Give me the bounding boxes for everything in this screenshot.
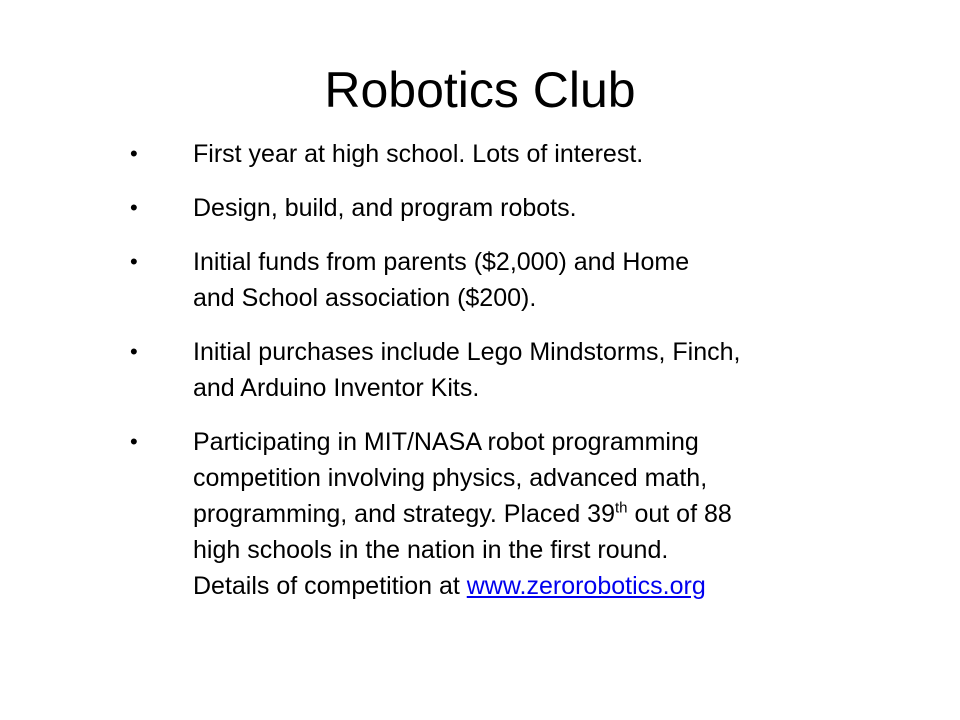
- bullet-item: [130, 334, 850, 406]
- bullet-text: First year at high school. Lots of interest.: [193, 140, 644, 168]
- bullet-icon: •: [130, 195, 138, 220]
- bullet-text-details: [193, 568, 850, 604]
- slide-title: Robotics Club: [324, 62, 636, 118]
- bullet-text-ranking: [193, 496, 850, 532]
- ordinal-suffix: th: [615, 499, 628, 517]
- bullet-text: Design, build, and program robots.: [193, 194, 577, 222]
- bullet-item: [130, 190, 850, 226]
- bullet-text: competition involving physics, advanced math,: [193, 464, 708, 492]
- bullet-item: [130, 244, 850, 316]
- bullet-text: Initial funds from parents ($2,000) and Home: [193, 248, 690, 276]
- bullet-item: [130, 136, 850, 172]
- bullet-icon: •: [130, 249, 138, 274]
- bullet-icon: •: [130, 429, 138, 454]
- bullet-icon: •: [130, 339, 138, 364]
- bullet-item-competition: [130, 424, 850, 604]
- bullet-text: high schools in the nation in the first round.: [193, 536, 669, 564]
- details-prefix: Details of competition at: [193, 572, 467, 600]
- bullet-text: Participating in MIT/NASA robot programming: [193, 428, 699, 456]
- bullet-list: [130, 136, 850, 622]
- bullet-icon: •: [130, 141, 138, 166]
- bullet-text: and Arduino Inventor Kits.: [193, 374, 480, 402]
- ranking-text-start: programming, and strategy. Placed 39: [193, 500, 615, 528]
- bullet-text: Initial purchases include Lego Mindstorms, Finch,: [193, 338, 741, 366]
- bullet-text: and School association ($200).: [193, 284, 537, 312]
- ranking-text-end: out of 88: [627, 500, 732, 528]
- zerorobotics-link[interactable]: www.zerorobotics.org: [466, 572, 706, 600]
